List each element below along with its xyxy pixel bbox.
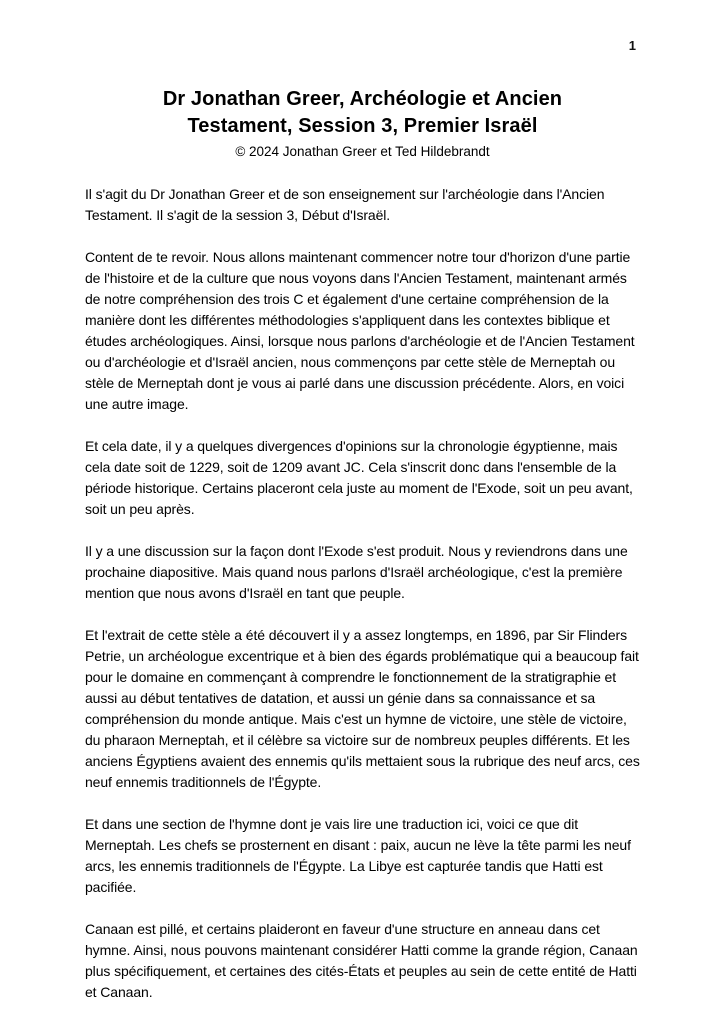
paragraph: Et dans une section de l'hymne dont je vais lire une traduction ici, voici ce que dit Merneptah. Les chefs se prosternent en disant : paix, aucun ne lève la tête parmi les neuf arcs, les ennemis traditionnels de l'Égypte. La Libye est capturée tandis que Hatti est pacifiée. <box>85 816 631 895</box>
page-number: 1 <box>628 38 636 53</box>
document-title <box>85 86 640 140</box>
document-title-line-1: Dr Jonathan Greer, Archéologie et Ancien <box>162 88 563 110</box>
paragraph: Canaan est pillé, et certains plaideront en faveur d'une structure en anneau dans cet hymne. Ainsi, nous pouvons maintenant considérer Hatti comme la grande région, Canaan plus spécifiquement, et certaines des cités-États et peuples au sein de cette entité de Hatti et Canaan. <box>85 921 638 1000</box>
paragraph: Il y a une discussion sur la façon dont l'Exode s'est produit. Nous y reviendrons dans une prochaine diapositive. Mais quand nous parlons d'Israël archéologique, c'est la première mention que nous avons d'Israël en tant que peuple. <box>85 543 628 601</box>
copyright-line: © 2024 Jonathan Greer et Ted Hildebrandt <box>235 144 490 159</box>
document-title-line-2: Testament, Session 3, Premier Israël <box>187 115 538 137</box>
paragraph: Et cela date, il y a quelques divergences d'opinions sur la chronologie égyptienne, mais cela date soit de 1229, soit de 1209 avant JC. Cela s'inscrit donc dans l'ensemble de la période historique. Certains placeront cela juste au moment de l'Exode, soit un peu avant, soit un peu après. <box>85 438 633 517</box>
paragraph: Content de te revoir. Nous allons maintenant commencer notre tour d'horizon d'une partie de l'histoire et de la culture que nous voyons dans l'Ancien Testament, maintenant armés de notre compréhension des trois C et également d'une certaine compréhension de la manière dont les différentes méthodologies s'appliquent dans les contextes biblique et études archéologiques. Ainsi, lorsque nous parlons d'archéologie et de l'Ancien Testament ou d'archéologie et d'Israël ancien, nous commençons par cette stèle de Merneptah ou stèle de Merneptah dont je vous ai parlé dans une discussion précédente. Alors, en voici une autre image. <box>85 249 635 412</box>
paragraph: Et l'extrait de cette stèle a été découvert il y a assez longtemps, en 1896, par Sir Flinders Petrie, un archéologue excentrique et à bien des égards problématique qui a beaucoup fait pour le domaine en commençant à comprendre le fonctionnement de la stratigraphie et aussi au début tentatives de datation, et aussi un génie dans sa connaissance et sa compréhension du monde antique. Mais c'est un hymne de victoire, une stèle de victoire, du pharaon Merneptah, et il célèbre sa victoire sur de nombreux peuples différents. Et les anciens Égyptiens avaient des ennemis qu'ils mettaient sous la rubrique des neuf arcs, ces neuf ennemis traditionnels de l'Égypte. <box>85 627 640 790</box>
paragraph: Il s'agit du Dr Jonathan Greer et de son enseignement sur l'archéologie dans l'Ancien Testament. Il s'agit de la session 3, Début d'Israël. <box>85 186 605 223</box>
body-text <box>85 184 640 1003</box>
